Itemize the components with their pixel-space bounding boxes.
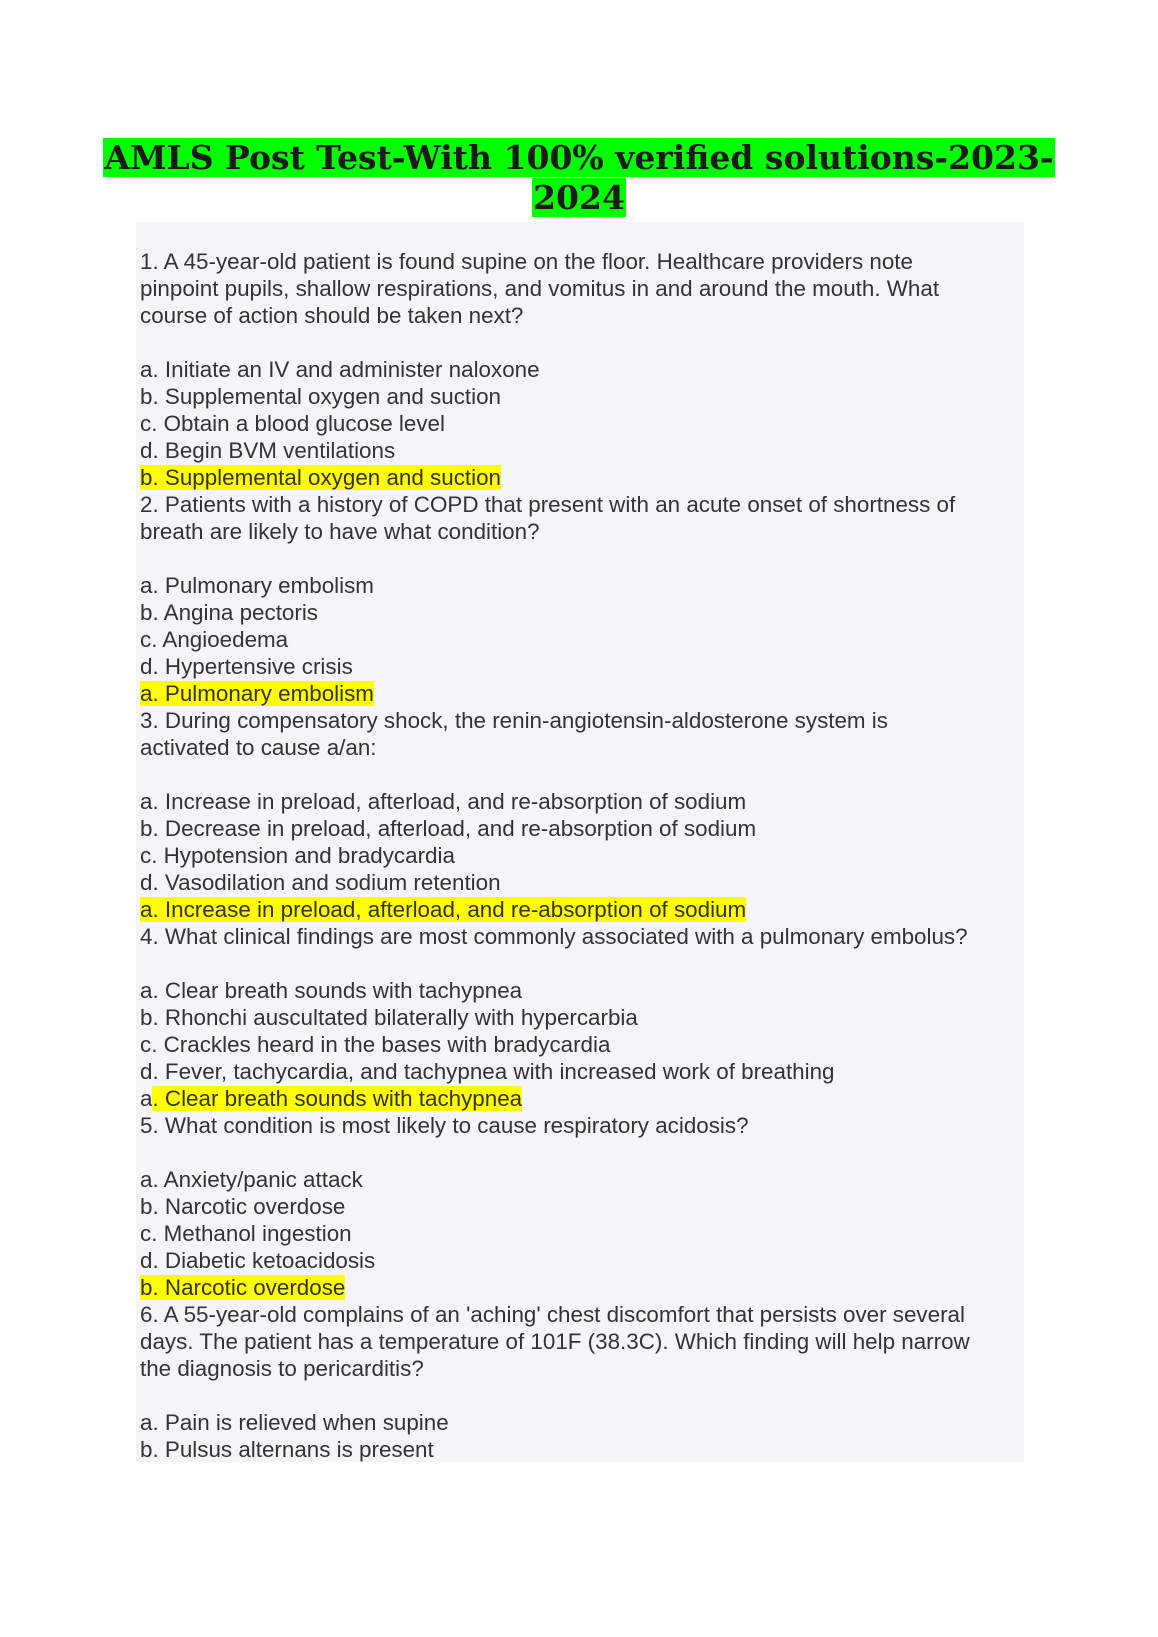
answer-option: c. Angioedema [140, 627, 289, 652]
question-block [140, 491, 1020, 707]
title-line-2: 2024 [533, 178, 625, 217]
correct-answer-highlight: b. Supplemental oxygen and suction [140, 465, 501, 490]
correct-answer-prefix: a [140, 1086, 153, 1111]
blank-line [140, 950, 1020, 977]
answer-option: b. Rhonchi auscultated bilaterally with hypercarbia [140, 1005, 638, 1030]
correct-answer [140, 1274, 1020, 1301]
blank-line [140, 1382, 1020, 1409]
correct-answer [140, 896, 1020, 923]
answer-option: c. Hypotension and bradycardia [140, 843, 455, 868]
correct-answer [140, 464, 1020, 491]
answer-option: b. Supplemental oxygen and suction [140, 384, 501, 409]
document-title [0, 138, 1158, 218]
question-text-line: 6. A 55-year-old complains of an 'aching' chest discomfort that persists over several [140, 1302, 965, 1327]
question-block [140, 248, 1020, 491]
answer-option: c. Obtain a blood glucose level [140, 411, 445, 436]
answer-option: c. Methanol ingestion [140, 1221, 352, 1246]
answer-option: c. Crackles heard in the bases with bradycardia [140, 1032, 611, 1057]
answer-option: a. Clear breath sounds with tachypnea [140, 978, 523, 1003]
answer-option: b. Pulsus alternans is present [140, 1437, 434, 1462]
answer-option: b. Narcotic overdose [140, 1194, 346, 1219]
question-text-line: 5. What condition is most likely to cause respiratory acidosis? [140, 1113, 749, 1138]
answer-option: d. Hypertensive crisis [140, 654, 353, 679]
correct-answer-highlight: a. Pulmonary embolism [140, 681, 374, 706]
answer-option: d. Fever, tachycardia, and tachypnea with increased work of breathing [140, 1059, 835, 1084]
answer-option: a. Pulmonary embolism [140, 573, 374, 598]
question-text-line: pinpoint pupils, shallow respirations, and vomitus in and around the mouth. What [140, 276, 940, 301]
question-text-line: 1. A 45-year-old patient is found supine on the floor. Healthcare providers note [140, 249, 913, 274]
correct-answer-highlight: b. Narcotic overdose [140, 1275, 346, 1300]
question-block [140, 1301, 1020, 1463]
question-text-line: breath are likely to have what condition? [140, 519, 540, 544]
answer-option: d. Begin BVM ventilations [140, 438, 396, 463]
question-text-line: 3. During compensatory shock, the renin-angiotensin-aldosterone system is [140, 708, 888, 733]
blank-line [140, 1139, 1020, 1166]
correct-answer-highlight: . Clear breath sounds with tachypnea [152, 1086, 523, 1111]
title-line-1: AMLS Post Test-With 100% verified solutions-2023- [104, 138, 1054, 177]
question-panel [136, 222, 1024, 1462]
question-text-line: 2. Patients with a history of COPD that present with an acute onset of shortness of [140, 492, 956, 517]
question-list [140, 248, 1020, 1463]
answer-option: a. Initiate an IV and administer naloxone [140, 357, 540, 382]
question-text-line: activated to cause a/an: [140, 735, 377, 760]
answer-option: a. Anxiety/panic attack [140, 1167, 363, 1192]
question-text-line: the diagnosis to pericarditis? [140, 1356, 424, 1381]
answer-option: a. Pain is relieved when supine [140, 1410, 449, 1435]
answer-option: d. Vasodilation and sodium retention [140, 870, 501, 895]
answer-option: b. Decrease in preload, afterload, and re-absorption of sodium [140, 816, 757, 841]
question-text-line: days. The patient has a temperature of 101F (38.3C). Which finding will help narrow [140, 1329, 970, 1354]
answer-option: b. Angina pectoris [140, 600, 318, 625]
correct-answer-highlight: a. Increase in preload, afterload, and re-absorption of sodium [140, 897, 747, 922]
correct-answer [140, 1085, 1020, 1112]
answer-option: d. Diabetic ketoacidosis [140, 1248, 376, 1273]
question-text-line: course of action should be taken next? [140, 303, 524, 328]
question-text-line: 4. What clinical findings are most commonly associated with a pulmonary embolus? [140, 924, 968, 949]
blank-line [140, 545, 1020, 572]
question-block [140, 707, 1020, 923]
blank-line [140, 761, 1020, 788]
question-block [140, 923, 1020, 1112]
correct-answer [140, 680, 1020, 707]
question-block [140, 1112, 1020, 1301]
answer-option: a. Increase in preload, afterload, and re-absorption of sodium [140, 789, 747, 814]
blank-line [140, 329, 1020, 356]
